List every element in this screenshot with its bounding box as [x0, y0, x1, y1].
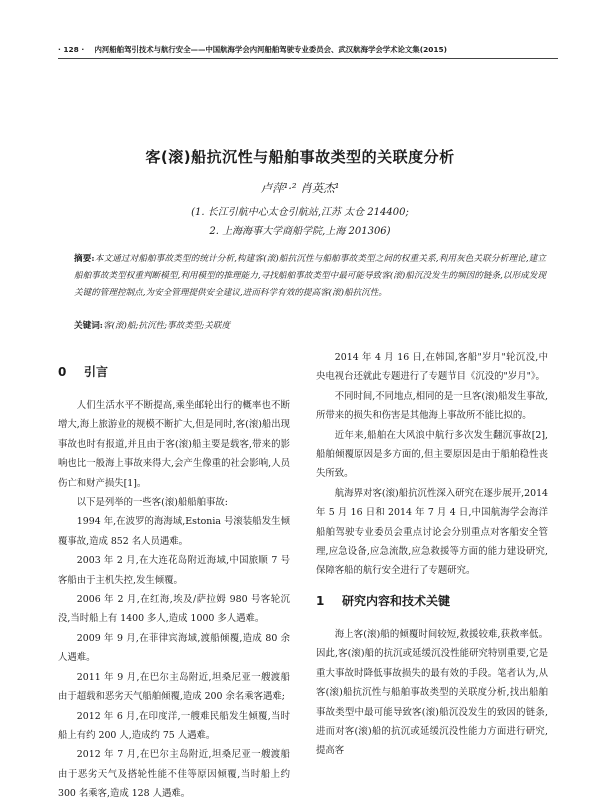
keywords-label: 关键词: — [74, 321, 103, 331]
paragraph: 不同时间,不同地点,相同的是一旦客(滚)船发生事故,所带来的损失和伤害是其他海上事故所不能比拟的。 — [316, 390, 548, 422]
abstract-label: 摘要: — [74, 254, 95, 264]
paragraph: 2014 年 4 月 16 日,在韩国,客船"岁月"轮沉没,中央电视台还就此专题进行了专题节目《沉没的"岁月"》。 — [316, 352, 548, 383]
paragraph: 2012 年 6 月,在印度洋,一艘难民船发生倾覆,当时船上有约 200 人,造成约 75 人遇难。 — [58, 710, 290, 741]
paragraph: 2003 年 2 月,在大连花岛附近海域,中国旅顺 7 号客船由于主机失控,发生倾覆。 — [58, 555, 290, 586]
section-number: 1 — [316, 593, 325, 608]
header-rule — [58, 58, 558, 59]
section-number: 0 — [58, 365, 67, 379]
page-number: · 128 · — [58, 45, 85, 54]
abstract-text: 本文通过对船舶事故类型的统计分析,构建客(滚)船抗沉性与船舶事故类型之间的权重关系,利用灰色关联分析理论,建立船舶事故类型权重判断模型,利用模型的推理能力,寻找船舶事故类型中最可能导致客(滚)船沉没发生的频因的链条,以形成发现关键的管理控制点,为安全管理提供安全建议,进而科学有效的提高客(滚)船抗沉性。 — [74, 254, 546, 299]
abstract — [74, 251, 546, 303]
right-column — [316, 348, 548, 761]
paragraph: 近年来,船舶在大风浪中航行多次发生翻沉事故[2],船舶倾覆原因是多方面的,但主要原因是由于船舶稳性丧失所致。 — [316, 429, 548, 480]
authors: 卢萍¹·² 肖英杰¹ — [260, 181, 340, 195]
paragraph: 2012 年 7 月,在巴尔主岛附近,坦桑尼亚一艘渡船由于恶劣天气及搭轮性能不佳等原因倾覆,当时船上约 300 名乘客,造成 128 人遇难。 — [58, 749, 290, 800]
paper-title: 客(滚)船抗沉性与船舶事故类型的关联度分析 — [145, 148, 455, 166]
paragraph: 航海界对客(滚)船抗沉性深入研究在逐步展开,2014 年 5 月 16 日和 2014 年 7 月 4 日,中国航海学会海洋船舶驾驶专业委员会重点讨论会分别重点对客船安全管理,应急设备,应急流散,应急救援等方面的能力建设研究,保障客船的航行安全进行了专题研究。 — [316, 487, 548, 577]
section-heading-1 — [316, 585, 548, 617]
section-title: 研究内容和技术关键 — [342, 593, 451, 608]
running-header — [58, 44, 558, 55]
paragraph: 2011 年 9 月,在巴尔主岛附近,坦桑尼亚一艘渡船由于超载和恶劣天气船舶倾覆,造成 200 余名乘客遇难; — [58, 671, 290, 703]
affiliation-2: 2. 上海海事大学商船学院,上海 201306) — [209, 226, 391, 237]
section-heading-intro — [58, 356, 290, 388]
keywords — [74, 319, 546, 331]
running-title: 内河船舶驾引技术与航行安全——中国航海学会内河船舶驾驶专业委员会、武汉航海学会学术论文集(2015) — [94, 45, 448, 54]
paragraph: 人们生活水平不断提高,乘坐邮轮出行的概率也不断增大,海上旅游业的规模不断扩大,但是同时,客(滚)船出现事故也时有报道,并且由于客(滚)船主要是载客,带来的影响也比一般海上事故来得大,会产生像重的社会影响,人员伤亡和财产损失[1]。 — [58, 400, 290, 489]
paragraph: 以下是列举的一些客(滚)船船舶事故: — [76, 497, 228, 509]
paragraph: 2006 年 2 月,在红海,埃及/萨拉姆 980 号客轮沉没,当时船上有 1400 多人,造成 1000 多人遇难。 — [58, 594, 290, 625]
paragraph: 海上客(滚)船的倾覆时间较短,救援较难,获救率低。因此,客(滚)船的抗沉或延缓沉没性能研究特别重要,它是重大事故时降低事故损失的最有效的手段。笔者认为,从客(滚)船抗沉性与船舶事故类型的关联度分析,找出船舶事故类型中最可能导致客(滚)船沉没发生的致因的链条,进而对客(滚)船的抗沉或延缓沉没性能力方面进行研究,提高客 — [316, 628, 548, 757]
left-column — [58, 348, 290, 804]
affiliation-1: (1. 长江引航中心太仓引航站,江苏 太仓 214400; — [191, 207, 409, 218]
keywords-text: 客(滚)船;抗沉性;事故类型;关联度 — [102, 321, 231, 331]
paragraph: 1994 年,在波罗的海海域,Estonia 号滚装船发生倾覆事故,造成 852 名人员遇难。 — [58, 516, 290, 547]
section-title: 引言 — [84, 365, 109, 379]
paragraph: 2009 年 9 月,在菲律宾海域,渡船倾覆,造成 80 余人遇难。 — [58, 632, 290, 664]
